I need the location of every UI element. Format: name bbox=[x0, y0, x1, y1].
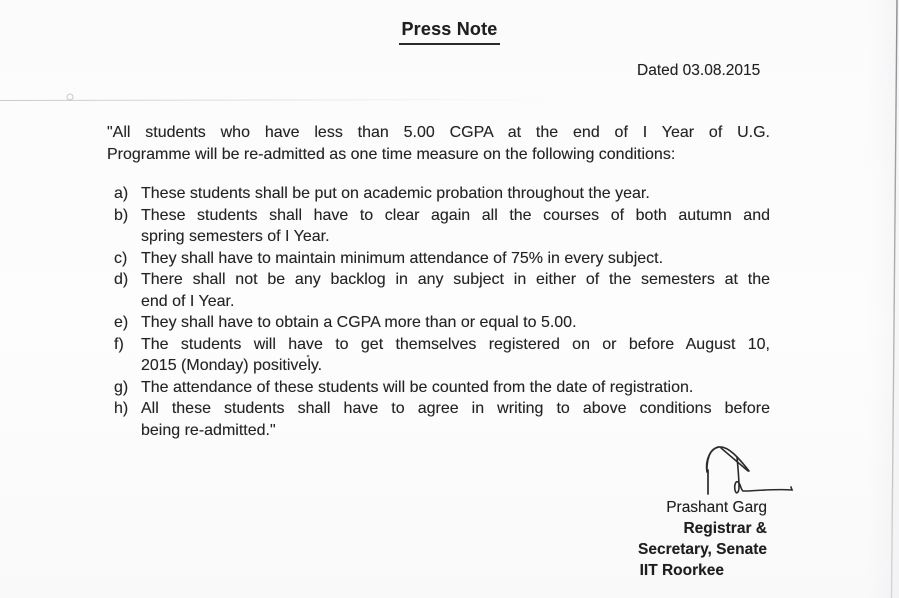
signatory-title-institute: IIT Roorkee bbox=[639, 562, 724, 579]
signatory-title-secretary: Secretary, Senate bbox=[638, 541, 767, 558]
condition-label: f) bbox=[114, 335, 124, 353]
condition-text: They shall have to obtain a CGPA more than or equal to 5.00. bbox=[141, 314, 577, 331]
signature-scribble bbox=[688, 443, 798, 499]
condition-text: These students shall be put on academic probation throughout the year. bbox=[141, 185, 650, 202]
condition-text: They shall have to maintain minimum attendance of 75% in every subject. bbox=[141, 249, 664, 267]
page-title: Press Note bbox=[399, 19, 499, 45]
condition-text: The students will have to get themselves registered on or before August 10, bbox=[141, 335, 770, 353]
condition-item bbox=[114, 269, 770, 312]
condition-item bbox=[114, 205, 770, 248]
condition-label: h) bbox=[114, 400, 129, 417]
condition-text: All these students shall have to agree in writing to above conditions before bbox=[141, 400, 770, 417]
condition-item bbox=[114, 312, 770, 334]
condition-label: a) bbox=[114, 185, 129, 202]
condition-item bbox=[114, 248, 770, 270]
intro-paragraph bbox=[107, 122, 770, 165]
condition-label: c) bbox=[114, 249, 128, 267]
condition-item bbox=[114, 398, 770, 441]
condition-text: The attendance of these students will be counted from the date of registration. bbox=[141, 378, 694, 396]
condition-item bbox=[114, 334, 770, 377]
condition-item bbox=[114, 183, 770, 205]
condition-text: spring semesters of I Year. bbox=[141, 228, 330, 245]
condition-text: being re-admitted." bbox=[141, 421, 276, 439]
conditions-list bbox=[114, 183, 770, 441]
condition-item bbox=[114, 377, 770, 399]
condition-text: 2015 (Monday) positively. bbox=[141, 357, 323, 374]
condition-label: d) bbox=[114, 271, 129, 288]
intro-line: "All students who have less than 5.00 CGPA at the end of I Year of U.G. bbox=[107, 124, 770, 141]
date-line: Dated 03.08.2015 bbox=[637, 62, 761, 79]
condition-label: g) bbox=[114, 378, 129, 396]
condition-text: There shall not be any backlog in any subject in either of the semesters at the bbox=[141, 271, 770, 288]
intro-line: Programme will be re-admitted as one time measure on the following conditions: bbox=[107, 145, 676, 163]
signatory-name: Prashant Garg bbox=[666, 499, 767, 516]
condition-label: e) bbox=[114, 314, 129, 331]
signature-block bbox=[470, 497, 767, 581]
condition-text: end of I Year. bbox=[141, 292, 235, 310]
condition-text: These students shall have to clear again all the courses of both autumn and bbox=[141, 206, 770, 224]
signatory-title-registrar: Registrar & bbox=[683, 520, 767, 537]
condition-label: b) bbox=[114, 206, 129, 224]
title-row bbox=[0, 19, 899, 45]
